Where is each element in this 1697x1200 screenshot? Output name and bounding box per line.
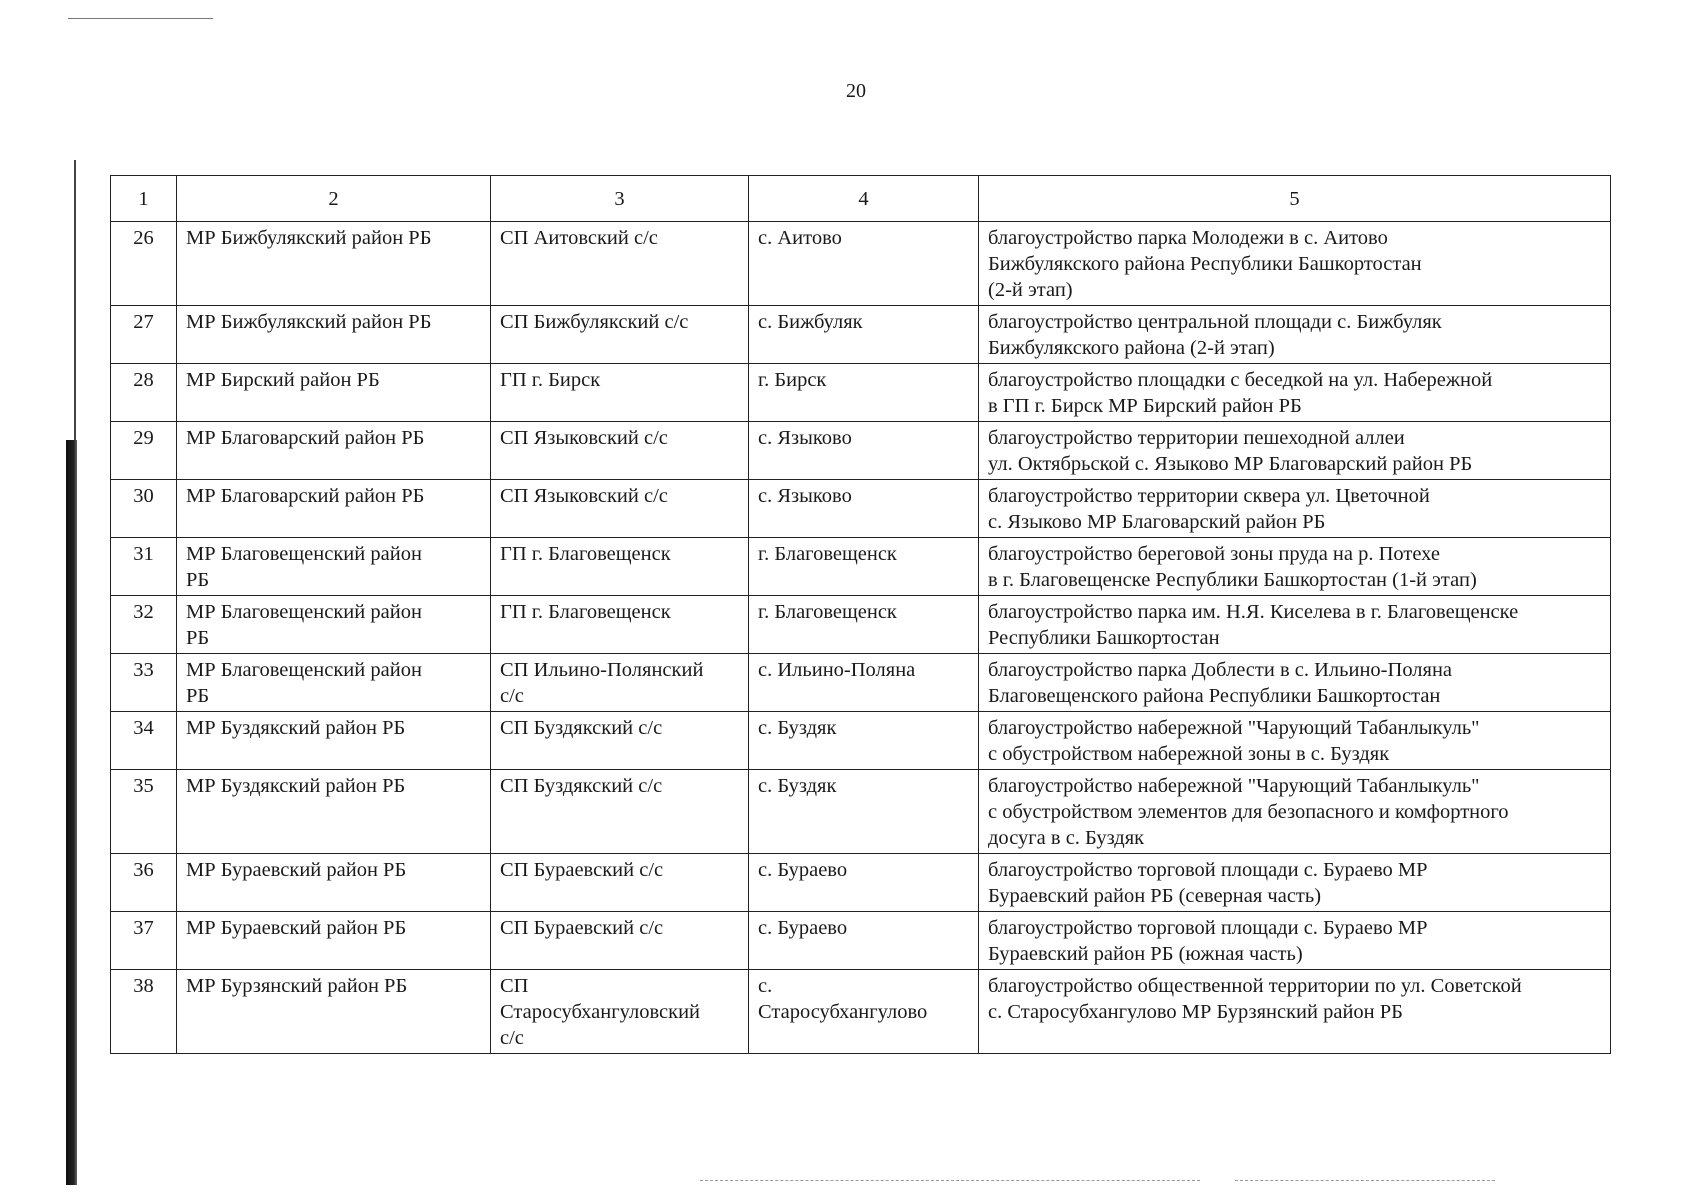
project-description-cell: благоустройство центральной площади с. Бижбуляк Бижбулякского района (2-й этап) [979, 306, 1611, 364]
row-number-cell: 29 [111, 422, 177, 480]
project-description-cell: благоустройство торговой площади с. Бураево МР Бураевский район РБ (южная часть) [979, 912, 1611, 970]
project-description-cell: благоустройство парка Молодежи в с. Аитово Бижбулякского района Республики Башкортостан (2-й этап) [979, 222, 1611, 306]
settlement-cell: СП Аитовский с/с [491, 222, 749, 306]
column-header: 2 [177, 176, 491, 222]
table-row [111, 712, 1611, 770]
project-description-cell: благоустройство территории пешеходной аллеи ул. Октябрьской с. Языково МР Благоварский район РБ [979, 422, 1611, 480]
settlement-cell: СП Языковский с/с [491, 480, 749, 538]
row-number-cell: 33 [111, 654, 177, 712]
locality-cell: с. Бижбуляк [749, 306, 979, 364]
table-row [111, 364, 1611, 422]
row-number-cell: 31 [111, 538, 177, 596]
settlement-cell: ГП г. Благовещенск [491, 538, 749, 596]
district-cell: МР Бирский район РБ [177, 364, 491, 422]
locality-cell: г. Благовещенск [749, 596, 979, 654]
row-number-cell: 36 [111, 854, 177, 912]
locality-cell: с. Ильино-Поляна [749, 654, 979, 712]
row-number-cell: 30 [111, 480, 177, 538]
settlement-cell: СП Бураевский с/с [491, 912, 749, 970]
row-number-cell: 34 [111, 712, 177, 770]
project-description-cell: благоустройство парка им. Н.Я. Киселева в г. Благовещенске Республики Башкортостан [979, 596, 1611, 654]
project-description-cell: благоустройство территории сквера ул. Цветочной с. Языково МР Благоварский район РБ [979, 480, 1611, 538]
district-cell: МР Буздякский район РБ [177, 770, 491, 854]
table-row [111, 422, 1611, 480]
settlement-cell: СП Буздякский с/с [491, 770, 749, 854]
municipal-projects-table [110, 175, 1611, 1054]
district-cell: МР Благовещенский район РБ [177, 596, 491, 654]
locality-cell: с. Буздяк [749, 712, 979, 770]
district-cell: МР Бижбулякский район РБ [177, 306, 491, 364]
table-row [111, 306, 1611, 364]
table-row [111, 222, 1611, 306]
project-description-cell: благоустройство набережной "Чарующий Табанлыкуль" с обустройством набережной зоны в с. Буздяк [979, 712, 1611, 770]
settlement-cell: ГП г. Благовещенск [491, 596, 749, 654]
page-number: 20 [846, 80, 866, 102]
scan-top-rule [68, 18, 213, 19]
district-cell: МР Буздякский район РБ [177, 712, 491, 770]
table-row [111, 770, 1611, 854]
row-number-cell: 35 [111, 770, 177, 854]
district-cell: МР Бураевский район РБ [177, 912, 491, 970]
column-header: 3 [491, 176, 749, 222]
row-number-cell: 27 [111, 306, 177, 364]
scan-left-edge [66, 440, 77, 1185]
district-cell: МР Бурзянский район РБ [177, 970, 491, 1054]
locality-cell: с. Буздяк [749, 770, 979, 854]
locality-cell: с. Языково [749, 480, 979, 538]
locality-cell: с. Бураево [749, 854, 979, 912]
project-description-cell: благоустройство береговой зоны пруда на р. Потехе в г. Благовещенске Республики Башкортостан (1-й этап) [979, 538, 1611, 596]
settlement-cell: СП Бижбулякский с/с [491, 306, 749, 364]
table-header-row [111, 176, 1611, 222]
project-description-cell: благоустройство торговой площади с. Бураево МР Бураевский район РБ (северная часть) [979, 854, 1611, 912]
scan-bottom-rule [1235, 1180, 1495, 1181]
locality-cell: с. Языково [749, 422, 979, 480]
locality-cell: г. Бирск [749, 364, 979, 422]
scan-left-edge-thin [74, 160, 76, 450]
row-number-cell: 38 [111, 970, 177, 1054]
row-number-cell: 37 [111, 912, 177, 970]
row-number-cell: 28 [111, 364, 177, 422]
locality-cell: с. Бураево [749, 912, 979, 970]
district-cell: МР Благовещенский район РБ [177, 538, 491, 596]
settlement-cell: СП Языковский с/с [491, 422, 749, 480]
row-number-cell: 32 [111, 596, 177, 654]
locality-cell: с. Старосубхангулово [749, 970, 979, 1054]
settlement-cell: СП Старосубхангуловский с/с [491, 970, 749, 1054]
table-row [111, 854, 1611, 912]
district-cell: МР Бижбулякский район РБ [177, 222, 491, 306]
project-description-cell: благоустройство набережной "Чарующий Табанлыкуль" с обустройством элементов для безопасного и комфортного досуга в с. Буздяк [979, 770, 1611, 854]
project-description-cell: благоустройство площадки с беседкой на ул. Набережной в ГП г. Бирск МР Бирский район РБ [979, 364, 1611, 422]
table-row [111, 538, 1611, 596]
table-body [111, 222, 1611, 1054]
row-number-cell: 26 [111, 222, 177, 306]
settlement-cell: ГП г. Бирск [491, 364, 749, 422]
settlement-cell: СП Буздякский с/с [491, 712, 749, 770]
table-row [111, 912, 1611, 970]
table-row [111, 970, 1611, 1054]
table-row [111, 654, 1611, 712]
district-cell: МР Благоварский район РБ [177, 480, 491, 538]
table-row [111, 596, 1611, 654]
column-header: 5 [979, 176, 1611, 222]
locality-cell: г. Благовещенск [749, 538, 979, 596]
district-cell: МР Бураевский район РБ [177, 854, 491, 912]
locality-cell: с. Аитово [749, 222, 979, 306]
scan-bottom-rule [700, 1180, 1200, 1181]
project-description-cell: благоустройство парка Доблести в с. Ильино-Поляна Благовещенского района Республики Башкортостан [979, 654, 1611, 712]
district-cell: МР Благовещенский район РБ [177, 654, 491, 712]
project-description-cell: благоустройство общественной территории по ул. Советской с. Старосубхангулово МР Бурзянский район РБ [979, 970, 1611, 1054]
column-header: 4 [749, 176, 979, 222]
settlement-cell: СП Бураевский с/с [491, 854, 749, 912]
table-row [111, 480, 1611, 538]
column-header: 1 [111, 176, 177, 222]
district-cell: МР Благоварский район РБ [177, 422, 491, 480]
settlement-cell: СП Ильино-Полянский с/с [491, 654, 749, 712]
